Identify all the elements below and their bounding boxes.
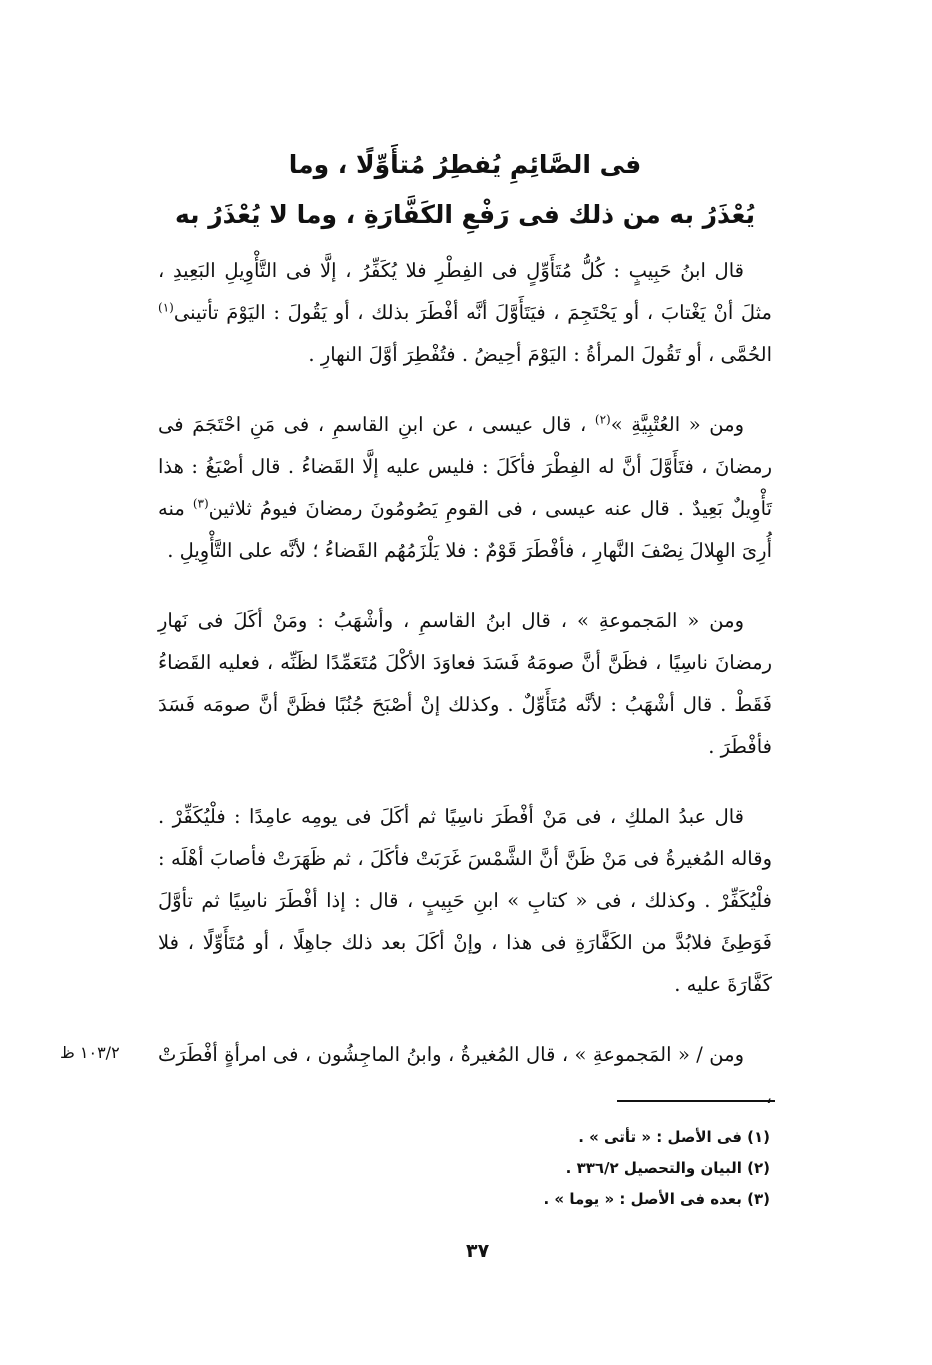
- footnote-ref-2: (٢): [594, 412, 611, 427]
- footnote-divider: [617, 1100, 775, 1102]
- main-text: [158, 250, 772, 1118]
- paragraph-5: ومن / « المَجموعةِ » ، قال المُغيرةُ ، وابنُ الماجِشُون ، فى امرأةٍ أفْطَرَتْ ،: [158, 1043, 772, 1108]
- chapter-title: [150, 140, 780, 240]
- footnote-3: (٣) بعده فى الأصل : « يوما » .: [543, 1190, 770, 1208]
- paragraph-3: ومن « المَجموعةِ » ، قال ابنُ القاسمِ ، وأشْهَبُ : ومَنْ أكَلَ فى نَهارِ رمضانَ ناسِيًا ، فظَنَّ أنَّ صومَهُ فَسَدَ فعاوَدَ الأكْلَ مُتَعَمِّدًا لظَنِّه ، فعليه القَضاءُ فَقَطْ . قال أشْهَبُ : لأنَّه مُتَأَوِّلٌ . وكذلك إنْ أصْبَحَ جُنُبًا فظَنَّ أنَّ صومَه فَسَدَ فأفْطَرَ .: [158, 609, 772, 758]
- paragraph-2: ومن « العُتْبِيَّةِ »$^{(٢)}$ ، قال عيسى ، عن ابنِ القاسمِ ، فى مَنِ احْتَجَمَ فى رمضانَ ، فتَأَوَّلَ أنَّ له الفِطْرَ فأكَلَ : فليس عليه إلَّا القَضاءُ . قال أصْبَغُ : هذا تَأْوِيلٌ بَعِيدٌ . قال عنه عيسى ، فى القومِ يَصُومُونَ رمضانَ فيومُ ثلاثين$^{(٣)}$ منه أُرِىَ الهِلالَ نِصْفَ النَّهارِ ، فأفْطَرَ قَوْمٌ : فلا يَلْزَمُهُم القَضاءُ ؛ لأنَّه على التَّأْوِيلِ .: [158, 412, 773, 562]
- page-number: ٣٧: [466, 1240, 490, 1262]
- paragraph-1: قال ابنُ حَبِيبٍ : كُلُّ مُتَأَوِّلٍ فى الفِطْرِ فلا يُكَفِّرُ ، إلَّا فى التَّأْوِيلِ البَعِيدِ ، مثلَ أنْ يَغْتابَ ، أو يَحْتَجِمَ ، فيَتَأَوَّلَ أنَّه أفْطَرَ بذلك ، أو يَقُولَ : اليَوْمَ تأتينى$^{(١)}$ الحُمَّى ، أو تَقُولَ المرأةُ : اليَوْمَ أحِيضُ . فتُفْطِرَ أوَّلَ النهارِ .: [158, 259, 772, 366]
- footnote-1: (١) فى الأصل : « تأتى » .: [578, 1128, 770, 1146]
- footnote-2: (٢) البيان والتحصيل ٣٣٦/٢ .: [565, 1159, 770, 1177]
- manuscript-folio-note: ١٠٣/٢ ظ: [60, 1043, 120, 1062]
- chapter-title-line-2: يُعْذَرُ به من ذلك فى رَفْعِ الكَفَّارَةِ ، وما لا يُعْذَرُ به: [174, 200, 756, 229]
- footnote-ref-1: (١): [158, 300, 174, 315]
- footnote-ref-3: (٣): [192, 496, 209, 511]
- chapter-title-line-1: فى الصَّائِمِ يُفطِرُ مُتأَوِّلًا ، وما: [288, 150, 642, 179]
- footnotes: [300, 1122, 770, 1215]
- paragraph-4: قال عبدُ الملكِ ، فى مَنْ أفْطَرَ ناسِيًا ثم أكَلَ فى يومِه عامِدًا : فلْيُكَفِّرْ . وقاله المُغيرةُ فى مَنْ ظَنَّ أنَّ الشَّمْسَ غَرَبَتْ فأكَلَ ، ثم ظَهَرَتْ فأصابَ أهْلَه : فلْيُكَفِّرْ . وكذلك ، فى « كتابِ » ابنِ حَبِيبٍ ، قال : إذا أفْطَرَ ناسِيًا ثم تأوَّلَ فَوَطِئَ فلابُدَّ من الكَفَّارَةِ فى هذا ، وإنْ أكَلَ بعد ذلك جاهِلًا ، أو مُتَأَوِّلًا ، فلا كَفَّارَةَ عليه .: [158, 805, 772, 996]
